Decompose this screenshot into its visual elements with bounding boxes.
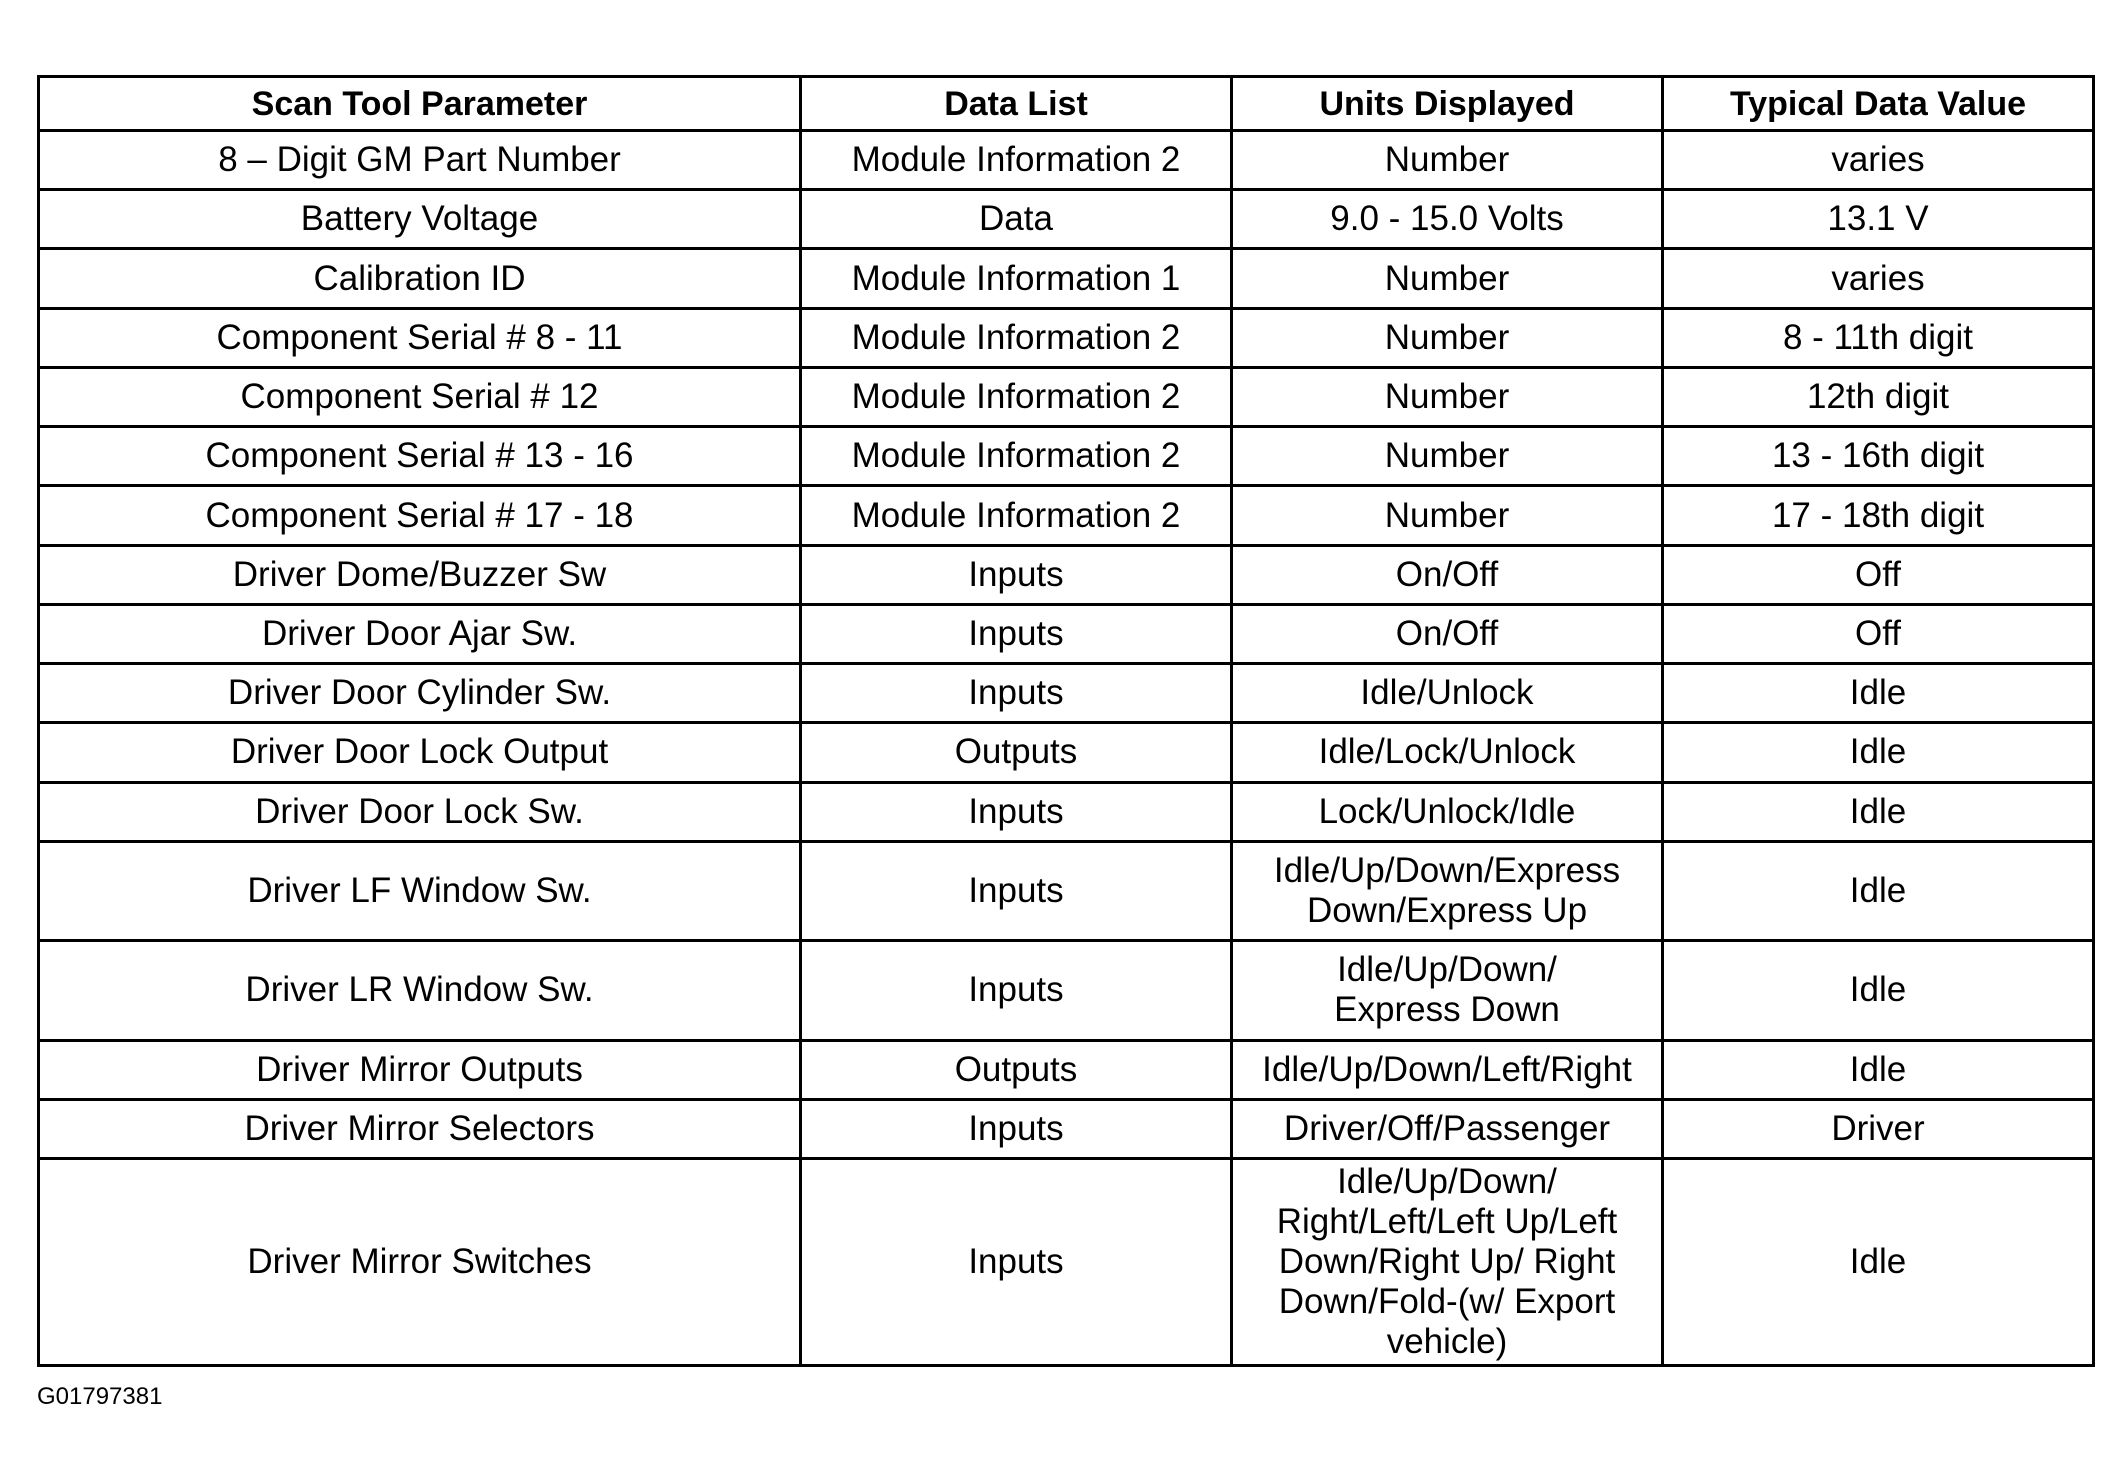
data-list-cell-text: Inputs xyxy=(968,871,1064,910)
data-list-cell xyxy=(801,604,1232,663)
header-scan-tool-parameter: Scan Tool Parameter xyxy=(39,77,801,131)
units-cell xyxy=(1232,604,1663,663)
parameter-cell-text: Driver Door Cylinder Sw. xyxy=(227,673,612,713)
typical-value-cell-text: Idle xyxy=(1849,791,1907,831)
parameter-cell xyxy=(39,1099,801,1158)
parameter-cell-text: Driver Mirror Switches xyxy=(247,1242,592,1282)
typical-value-cell xyxy=(1663,131,2094,190)
data-list-cell xyxy=(801,723,1232,782)
typical-value-cell xyxy=(1663,1040,2094,1099)
typical-value-cell xyxy=(1663,841,2094,940)
parameter-cell xyxy=(39,131,801,190)
table-row xyxy=(39,1040,2094,1099)
units-cell xyxy=(1232,782,1663,841)
data-list-cell-text: Inputs xyxy=(968,613,1064,653)
typical-value-cell-text: Idle xyxy=(1849,1242,1907,1282)
units-cell-text: Idle/Up/Down/ Right/Left/Left Up/Left Down/Right Up/ Right Down/Fold-(w/ Export vehicle) xyxy=(1276,1162,1618,1362)
data-list-cell xyxy=(801,427,1232,486)
units-cell-text: Driver/Off/Passenger xyxy=(1283,1108,1611,1148)
data-list-cell-text: Module Information 2 xyxy=(851,377,1181,417)
header-typical-data-value: Typical Data Value xyxy=(1663,77,2094,131)
data-list-cell xyxy=(801,545,1232,604)
parameter-cell-text: Driver Mirror Selectors xyxy=(244,1108,595,1148)
typical-value-cell-text: varies xyxy=(1831,140,1925,180)
data-list-cell xyxy=(801,664,1232,723)
table-row xyxy=(39,1159,2094,1366)
parameter-cell xyxy=(39,367,801,426)
units-cell xyxy=(1232,190,1663,249)
table-row xyxy=(39,941,2094,1040)
header-data-list: Data List xyxy=(801,77,1232,131)
typical-value-cell xyxy=(1663,190,2094,249)
typical-value-cell-text: Off xyxy=(1854,613,1902,653)
typical-value-cell-text: Idle xyxy=(1849,673,1907,713)
scan-tool-data-table xyxy=(37,75,2095,1367)
table-row xyxy=(39,190,2094,249)
typical-value-cell-text: Idle xyxy=(1849,1049,1907,1089)
units-cell-text: Number xyxy=(1384,258,1510,298)
typical-value-cell xyxy=(1663,1099,2094,1158)
parameter-cell xyxy=(39,427,801,486)
units-cell xyxy=(1232,249,1663,308)
typical-value-cell-text: Idle xyxy=(1849,970,1907,1010)
typical-value-cell-text: varies xyxy=(1831,258,1925,298)
data-list-cell-text: Inputs xyxy=(968,673,1064,713)
typical-value-cell-text: Idle xyxy=(1849,871,1907,910)
parameter-cell-text: Driver Door Lock Output xyxy=(230,732,609,772)
units-cell xyxy=(1232,427,1663,486)
data-list-cell-text: Module Information 1 xyxy=(851,258,1181,298)
units-cell-text: Idle/Up/Down/ Express Down xyxy=(1334,950,1560,1030)
data-list-cell-text: Module Information 2 xyxy=(851,317,1181,357)
data-list-cell xyxy=(801,131,1232,190)
typical-value-cell xyxy=(1663,308,2094,367)
data-list-cell-text: Inputs xyxy=(968,970,1064,1010)
typical-value-cell xyxy=(1663,1159,2094,1366)
units-cell-text: Number xyxy=(1384,436,1510,476)
parameter-cell xyxy=(39,308,801,367)
header-units-displayed: Units Displayed xyxy=(1232,77,1663,131)
parameter-cell xyxy=(39,941,801,1040)
data-list-cell xyxy=(801,941,1232,1040)
units-cell xyxy=(1232,1040,1663,1099)
typical-value-cell xyxy=(1663,486,2094,545)
units-cell xyxy=(1232,723,1663,782)
data-list-cell xyxy=(801,1159,1232,1366)
typical-value-cell xyxy=(1663,941,2094,1040)
units-cell xyxy=(1232,545,1663,604)
units-cell xyxy=(1232,1159,1663,1366)
typical-value-cell-text: Off xyxy=(1854,554,1902,594)
typical-value-cell-text: 17 - 18th digit xyxy=(1771,495,1985,535)
table-row xyxy=(39,427,2094,486)
table-row xyxy=(39,664,2094,723)
typical-value-cell-text: 8 - 11th digit xyxy=(1782,317,1974,357)
typical-value-cell xyxy=(1663,664,2094,723)
parameter-cell-text: Calibration ID xyxy=(313,258,526,298)
table-row xyxy=(39,308,2094,367)
table-body xyxy=(39,131,2094,1366)
units-cell xyxy=(1232,1099,1663,1158)
table-row xyxy=(39,545,2094,604)
data-list-cell-text: Data xyxy=(979,199,1053,239)
parameter-cell xyxy=(39,1159,801,1366)
table-row xyxy=(39,782,2094,841)
units-cell-text: Idle/Up/Down/Express Down/Express Up xyxy=(1273,851,1621,930)
parameter-cell xyxy=(39,545,801,604)
units-cell-text: 9.0 - 15.0 Volts xyxy=(1330,199,1564,239)
typical-value-cell-text: 12th digit xyxy=(1806,377,1950,417)
parameter-cell-text: Driver Dome/Buzzer Sw xyxy=(232,554,607,594)
table-header-row xyxy=(39,77,2094,131)
parameter-cell xyxy=(39,486,801,545)
data-list-cell xyxy=(801,841,1232,940)
data-list-cell xyxy=(801,782,1232,841)
data-list-cell xyxy=(801,1099,1232,1158)
units-cell xyxy=(1232,941,1663,1040)
data-list-cell xyxy=(801,308,1232,367)
data-list-cell-text: Inputs xyxy=(968,554,1064,594)
parameter-cell xyxy=(39,249,801,308)
units-cell xyxy=(1232,131,1663,190)
parameter-cell xyxy=(39,664,801,723)
units-cell-text: Idle/Up/Down/Left/Right xyxy=(1262,1049,1632,1089)
parameter-cell-text: Component Serial # 13 - 16 xyxy=(205,436,634,476)
parameter-cell-text: Component Serial # 17 - 18 xyxy=(205,495,634,535)
units-cell-text: On/Off xyxy=(1395,613,1499,653)
typical-value-cell-text: Idle xyxy=(1849,732,1907,772)
table-row xyxy=(39,841,2094,940)
parameter-cell-text: Battery Voltage xyxy=(300,199,539,239)
data-list-cell xyxy=(801,1040,1232,1099)
typical-value-cell xyxy=(1663,545,2094,604)
data-list-cell-text: Inputs xyxy=(968,1242,1064,1282)
parameter-cell-text: Driver Door Ajar Sw. xyxy=(261,613,578,653)
typical-value-cell xyxy=(1663,367,2094,426)
units-cell-text: Idle/Lock/Unlock xyxy=(1318,732,1576,772)
parameter-cell-text: Driver Mirror Outputs xyxy=(256,1049,583,1089)
typical-value-cell xyxy=(1663,249,2094,308)
units-cell-text: Idle/Unlock xyxy=(1360,673,1534,713)
parameter-cell-text: Driver Door Lock Sw. xyxy=(255,791,584,831)
parameter-cell xyxy=(39,841,801,940)
table-row xyxy=(39,367,2094,426)
table-row xyxy=(39,723,2094,782)
data-list-cell-text: Outputs xyxy=(954,732,1078,772)
data-list-cell-text: Module Information 2 xyxy=(851,436,1181,476)
parameter-cell xyxy=(39,1040,801,1099)
typical-value-cell xyxy=(1663,723,2094,782)
parameter-cell xyxy=(39,723,801,782)
typical-value-cell-text: 13 - 16th digit xyxy=(1771,436,1985,476)
data-list-cell-text: Module Information 2 xyxy=(851,140,1181,180)
parameter-cell xyxy=(39,604,801,663)
data-list-cell-text: Inputs xyxy=(968,791,1064,831)
data-list-cell xyxy=(801,486,1232,545)
units-cell-text: Number xyxy=(1384,140,1510,180)
units-cell-text: Lock/Unlock/Idle xyxy=(1318,791,1576,831)
table-row xyxy=(39,249,2094,308)
units-cell-text: Number xyxy=(1384,317,1510,357)
parameter-cell xyxy=(39,190,801,249)
parameter-cell-text: 8 – Digit GM Part Number xyxy=(218,140,621,180)
data-list-cell-text: Module Information 2 xyxy=(851,495,1181,535)
typical-value-cell xyxy=(1663,782,2094,841)
table-row xyxy=(39,131,2094,190)
data-list-cell-text: Outputs xyxy=(954,1049,1078,1089)
units-cell xyxy=(1232,486,1663,545)
units-cell xyxy=(1232,664,1663,723)
typical-value-cell xyxy=(1663,427,2094,486)
table-row xyxy=(39,1099,2094,1158)
data-list-cell xyxy=(801,249,1232,308)
parameter-cell-text: Driver LR Window Sw. xyxy=(245,970,594,1010)
parameter-cell-text: Component Serial # 8 - 11 xyxy=(216,317,623,357)
units-cell-text: Number xyxy=(1384,495,1510,535)
typical-value-cell xyxy=(1663,604,2094,663)
figure-id: G01797381 xyxy=(37,1383,163,1410)
data-list-cell-text: Inputs xyxy=(968,1108,1064,1148)
table-row xyxy=(39,604,2094,663)
parameter-cell-text: Driver LF Window Sw. xyxy=(247,871,592,910)
typical-value-cell-text: 13.1 V xyxy=(1827,199,1929,239)
parameter-cell xyxy=(39,782,801,841)
units-cell xyxy=(1232,308,1663,367)
parameter-cell-text: Component Serial # 12 xyxy=(240,377,599,417)
data-list-cell xyxy=(801,367,1232,426)
typical-value-cell-text: Driver xyxy=(1831,1108,1925,1148)
units-cell xyxy=(1232,841,1663,940)
table-row xyxy=(39,486,2094,545)
units-cell-text: On/Off xyxy=(1395,554,1499,594)
units-cell-text: Number xyxy=(1384,377,1510,417)
data-list-cell xyxy=(801,190,1232,249)
units-cell xyxy=(1232,367,1663,426)
